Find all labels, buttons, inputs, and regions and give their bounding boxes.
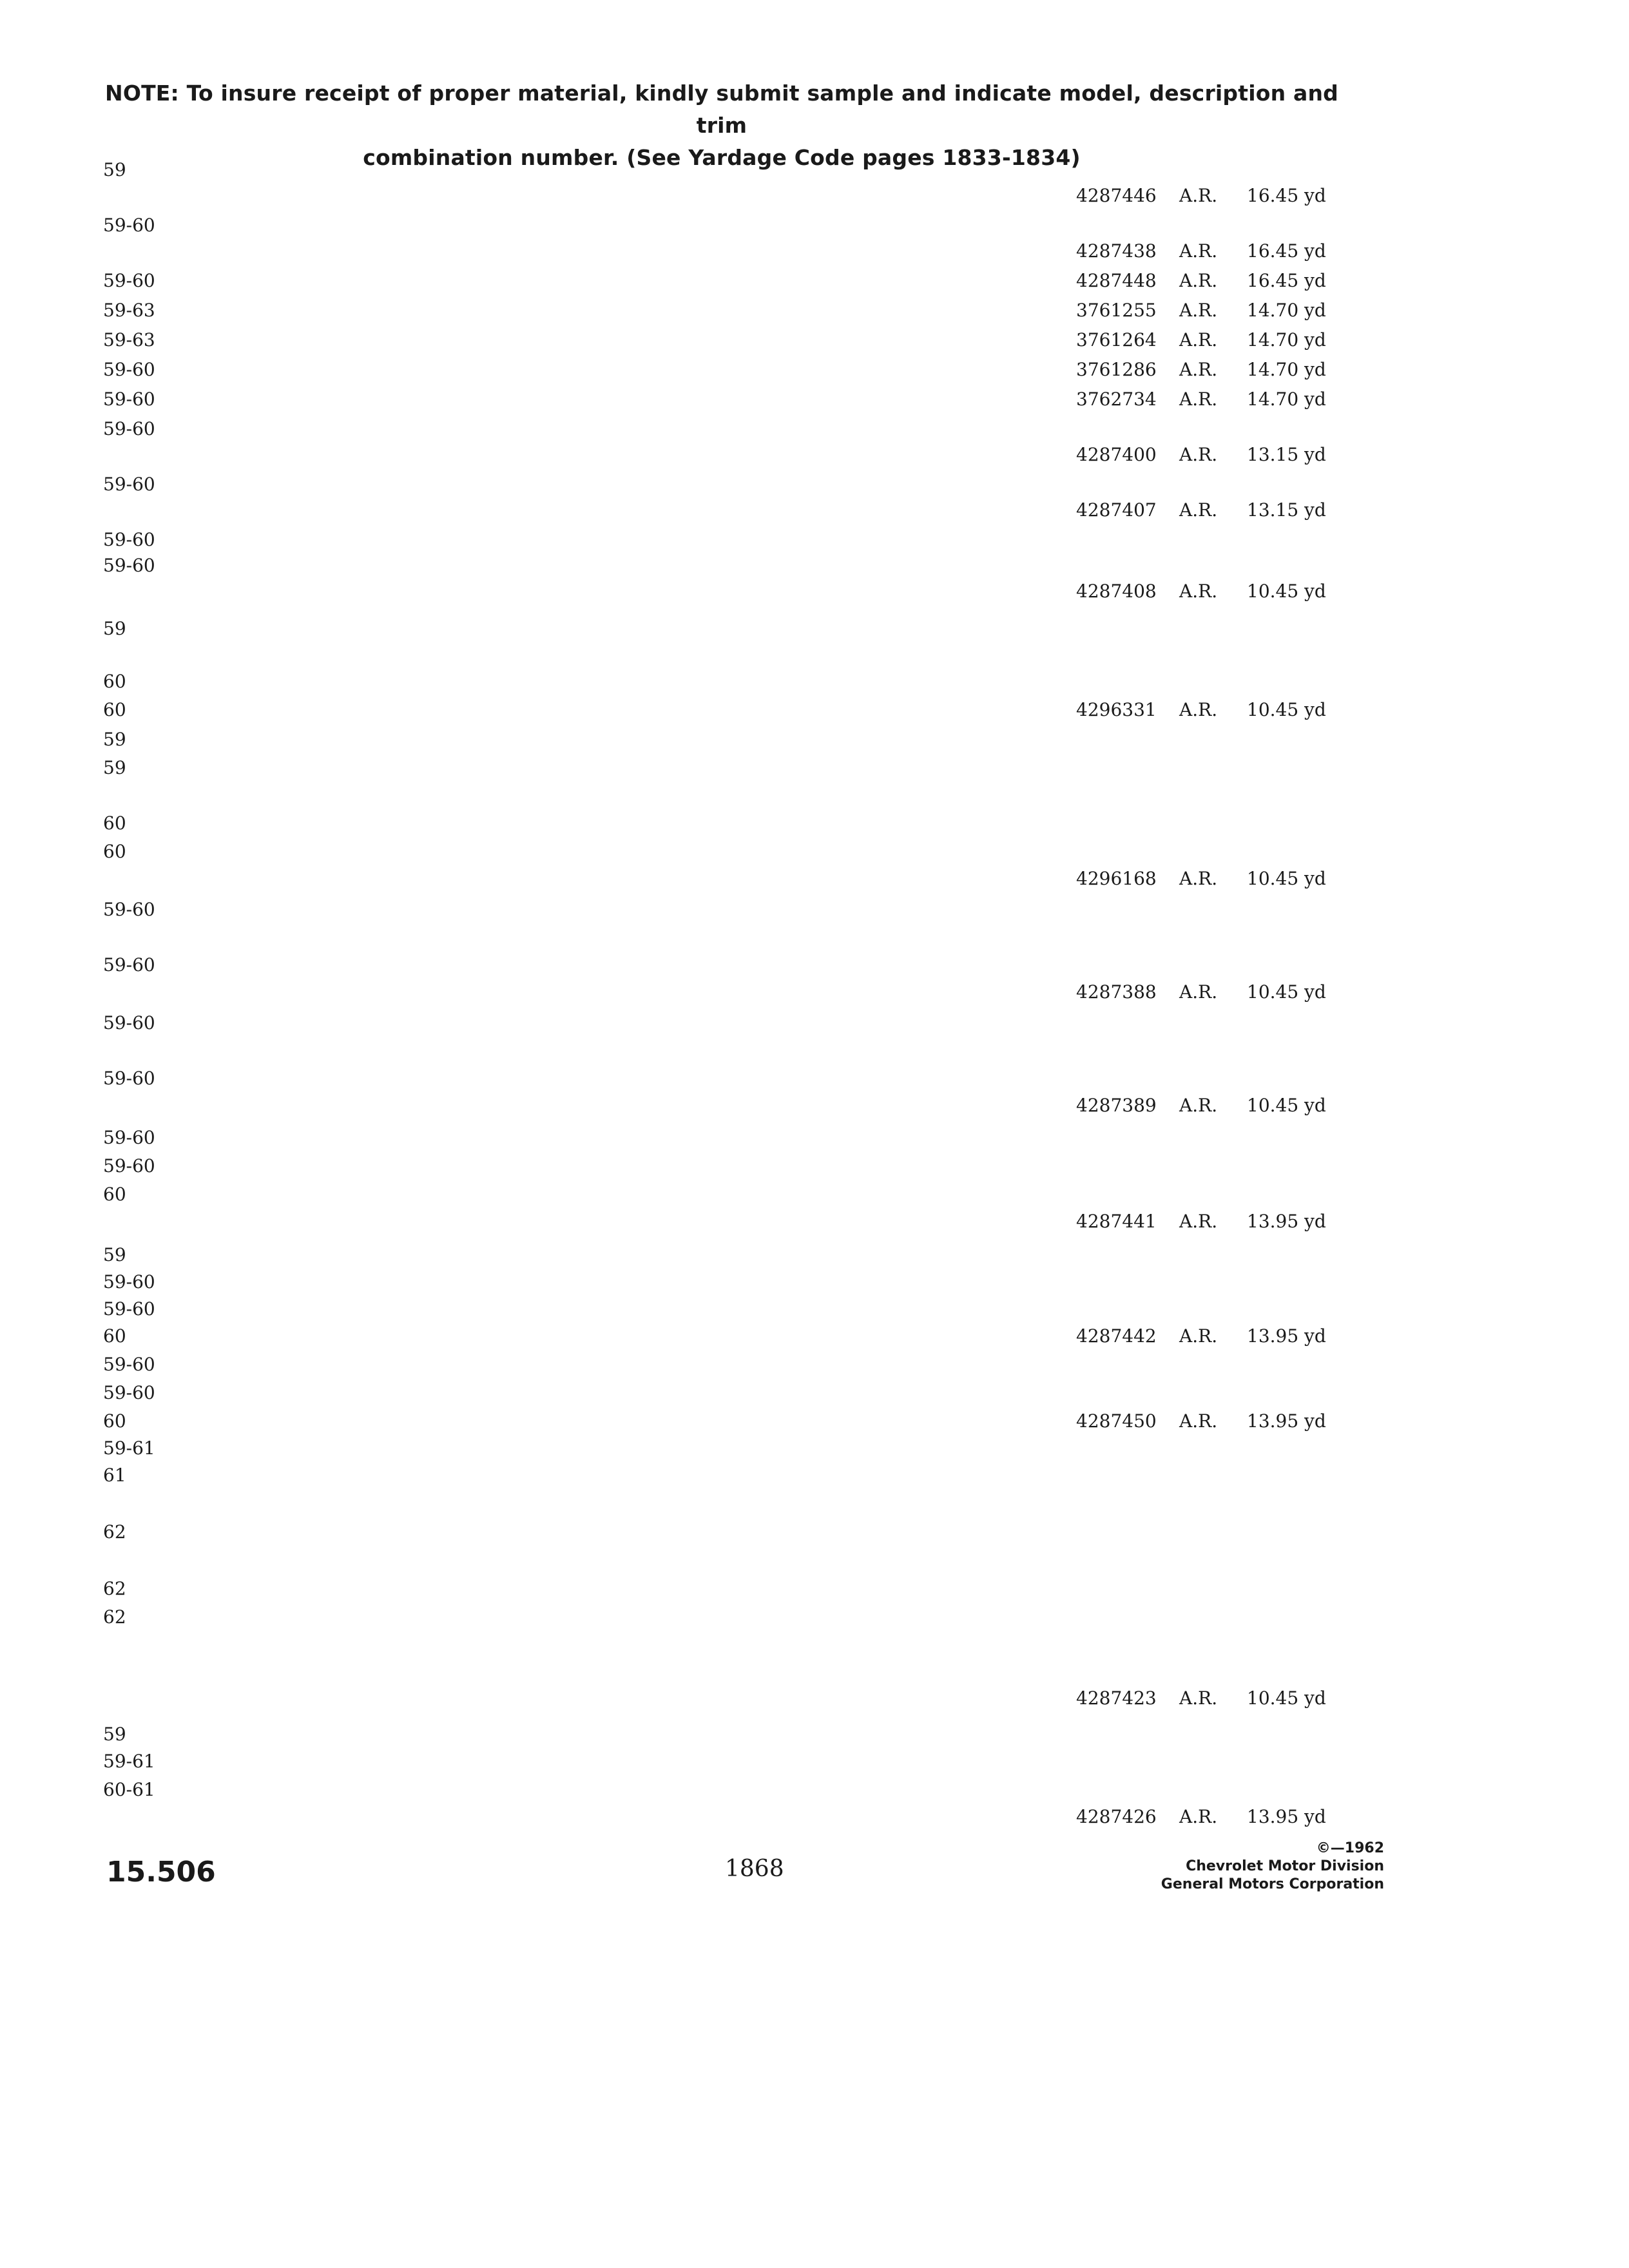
- list-item: [0, 1630, 1629, 1658]
- model-year: 59-60: [103, 899, 155, 920]
- quantity: A.R.: [1179, 1687, 1218, 1709]
- list-item: [0, 326, 1629, 354]
- price: 14.70 yd: [1247, 389, 1326, 410]
- price: 10.45 yd: [1247, 699, 1326, 720]
- list-item: [0, 1091, 1629, 1120]
- part-number: 4287423: [1076, 1687, 1157, 1709]
- model-year: 59: [103, 1724, 126, 1745]
- note-line-2: combination number. (See Yardage Code pages 1833-1834): [363, 145, 1081, 170]
- list-item: [0, 1657, 1629, 1686]
- model-year: 59: [103, 729, 126, 750]
- quantity: A.R.: [1179, 389, 1218, 410]
- list-item: [0, 1152, 1629, 1180]
- price: 16.45 yd: [1247, 185, 1326, 206]
- list-item: [0, 1747, 1629, 1776]
- list-item: [0, 1350, 1629, 1379]
- list-item: [0, 1461, 1629, 1490]
- part-number: 4287407: [1076, 499, 1157, 521]
- quantity: A.R.: [1179, 699, 1218, 720]
- model-year: 60: [103, 812, 126, 834]
- list-item: [0, 896, 1629, 924]
- list-item: [0, 1720, 1629, 1749]
- corporation-name: General Motors Corporation: [1161, 1876, 1384, 1892]
- list-item: [0, 415, 1629, 443]
- model-year: 59-60: [103, 418, 155, 439]
- list-item: [0, 1575, 1629, 1603]
- list-item: [0, 696, 1629, 724]
- price: 13.15 yd: [1247, 499, 1326, 521]
- list-item: [0, 1518, 1629, 1546]
- price: 14.70 yd: [1247, 300, 1326, 321]
- list-item: [0, 156, 1629, 184]
- price: 10.45 yd: [1247, 981, 1326, 1003]
- list-item: [0, 615, 1629, 643]
- model-year: 62: [103, 1578, 126, 1599]
- section-page-code: 15.506: [106, 1856, 216, 1888]
- price: 13.15 yd: [1247, 444, 1326, 465]
- model-year: 59: [103, 1244, 126, 1265]
- model-year: 59-60: [103, 555, 155, 576]
- part-number: 4287448: [1076, 270, 1157, 291]
- price: 13.95 yd: [1247, 1806, 1326, 1827]
- model-year: 59-60: [103, 389, 155, 410]
- model-year: 59: [103, 159, 126, 180]
- part-number: 4296331: [1076, 699, 1157, 720]
- copyright-year: ©—1962: [1316, 1840, 1384, 1856]
- model-year: 59-60: [103, 1271, 155, 1293]
- part-number: 4287388: [1076, 981, 1157, 1003]
- list-item: [0, 865, 1629, 893]
- list-item: [0, 809, 1629, 838]
- list-item: [0, 838, 1629, 866]
- part-number: 4287438: [1076, 240, 1157, 262]
- part-number: 4287450: [1076, 1410, 1157, 1432]
- price: 13.95 yd: [1247, 1211, 1326, 1232]
- list-item: [0, 754, 1629, 782]
- quantity: A.R.: [1179, 300, 1218, 321]
- list-item: [0, 1684, 1629, 1713]
- price: 13.95 yd: [1247, 1325, 1326, 1347]
- list-item: [0, 1407, 1629, 1436]
- quantity: A.R.: [1179, 270, 1218, 291]
- list-item: [0, 1036, 1629, 1064]
- list-item: [0, 385, 1629, 414]
- model-year: 59-61: [103, 1751, 155, 1772]
- model-year: 59-60: [103, 474, 155, 495]
- list-item: [0, 182, 1629, 210]
- model-year: 59-60: [103, 1155, 155, 1177]
- list-item: [0, 526, 1629, 554]
- model-year: 59-61: [103, 1437, 155, 1459]
- model-year: 62: [103, 1521, 126, 1542]
- list-item: [0, 1603, 1629, 1631]
- list-item: [0, 1207, 1629, 1236]
- list-item: [0, 356, 1629, 384]
- list-item: [0, 1488, 1629, 1517]
- list-item: [0, 1295, 1629, 1323]
- list-item: [0, 1434, 1629, 1463]
- model-year: 59-60: [103, 215, 155, 236]
- list-item: [0, 781, 1629, 809]
- list-item: [0, 1776, 1629, 1804]
- quantity: A.R.: [1179, 581, 1218, 602]
- model-year: 60: [103, 671, 126, 692]
- model-year: 60: [103, 1410, 126, 1432]
- model-year: 60: [103, 1184, 126, 1205]
- list-item: [0, 1009, 1629, 1037]
- part-number: 4287442: [1076, 1325, 1157, 1347]
- model-year: 59-60: [103, 529, 155, 550]
- model-year: 59-63: [103, 329, 155, 351]
- model-year: 59-60: [103, 1382, 155, 1403]
- quantity: A.R.: [1179, 185, 1218, 206]
- list-item: [0, 978, 1629, 1006]
- quantity: A.R.: [1179, 868, 1218, 889]
- quantity: A.R.: [1179, 1211, 1218, 1232]
- part-number: 3761286: [1076, 359, 1157, 380]
- model-year: 62: [103, 1606, 126, 1628]
- page-number: 1868: [725, 1856, 784, 1882]
- list-item: [0, 1322, 1629, 1350]
- list-item: [0, 470, 1629, 499]
- model-year: 59: [103, 757, 126, 778]
- list-item: [0, 1379, 1629, 1407]
- model-year: 59-60: [103, 1012, 155, 1033]
- model-year: 59-60: [103, 270, 155, 291]
- list-item: [0, 668, 1629, 696]
- list-item: [0, 1268, 1629, 1296]
- list-item: [0, 577, 1629, 606]
- part-number: 4287400: [1076, 444, 1157, 465]
- list-item: [0, 1241, 1629, 1269]
- price: 16.45 yd: [1247, 270, 1326, 291]
- price: 10.45 yd: [1247, 868, 1326, 889]
- quantity: A.R.: [1179, 444, 1218, 465]
- part-number: 4296168: [1076, 868, 1157, 889]
- part-number: 4287426: [1076, 1806, 1157, 1827]
- model-year: 60-61: [103, 1779, 155, 1800]
- list-item: [0, 237, 1629, 265]
- model-year: 61: [103, 1465, 126, 1486]
- list-item: [0, 1545, 1629, 1573]
- list-item: [0, 496, 1629, 524]
- quantity: A.R.: [1179, 981, 1218, 1003]
- list-item: [0, 1064, 1629, 1093]
- price: 10.45 yd: [1247, 581, 1326, 602]
- list-item: [0, 552, 1629, 580]
- list-item: [0, 211, 1629, 240]
- price: 14.70 yd: [1247, 359, 1326, 380]
- quantity: A.R.: [1179, 329, 1218, 351]
- price: 14.70 yd: [1247, 329, 1326, 351]
- list-item: [0, 951, 1629, 979]
- model-year: 60: [103, 841, 126, 862]
- part-number: 4287389: [1076, 1095, 1157, 1116]
- part-number: 4287408: [1076, 581, 1157, 602]
- list-item: [0, 726, 1629, 754]
- list-item: [0, 923, 1629, 951]
- model-year: 59-60: [103, 1354, 155, 1375]
- part-number: 4287446: [1076, 185, 1157, 206]
- model-year: 59: [103, 618, 126, 639]
- model-year: 60: [103, 1325, 126, 1347]
- part-number: 4287441: [1076, 1211, 1157, 1232]
- list-item: [0, 1803, 1629, 1831]
- note-line-1: NOTE: To insure receipt of proper material, kindly submit sample and indicate model, description and trim: [105, 81, 1338, 138]
- list-item: [0, 640, 1629, 669]
- price: 13.95 yd: [1247, 1410, 1326, 1432]
- price: 16.45 yd: [1247, 240, 1326, 262]
- copyright-block: [1161, 1840, 1384, 1894]
- price: 10.45 yd: [1247, 1687, 1326, 1709]
- quantity: A.R.: [1179, 1410, 1218, 1432]
- price: 10.45 yd: [1247, 1095, 1326, 1116]
- list-item: [0, 1124, 1629, 1152]
- part-number: 3761255: [1076, 300, 1157, 321]
- model-year: 59-60: [103, 1298, 155, 1320]
- quantity: A.R.: [1179, 359, 1218, 380]
- quantity: A.R.: [1179, 1806, 1218, 1827]
- quantity: A.R.: [1179, 499, 1218, 521]
- model-year: 59-60: [103, 1127, 155, 1148]
- model-year: 60: [103, 699, 126, 720]
- model-year: 59-60: [103, 359, 155, 380]
- model-year: 59-60: [103, 954, 155, 975]
- list-item: [0, 296, 1629, 325]
- quantity: A.R.: [1179, 1325, 1218, 1347]
- quantity: A.R.: [1179, 1095, 1218, 1116]
- model-year: 59-60: [103, 1068, 155, 1089]
- part-number: 3762734: [1076, 389, 1157, 410]
- part-number: 3761264: [1076, 329, 1157, 351]
- model-year: 59-63: [103, 300, 155, 321]
- list-item: [0, 1180, 1629, 1209]
- list-item: [0, 441, 1629, 469]
- division-name: Chevrolet Motor Division: [1186, 1858, 1384, 1874]
- list-item: [0, 267, 1629, 295]
- quantity: A.R.: [1179, 240, 1218, 262]
